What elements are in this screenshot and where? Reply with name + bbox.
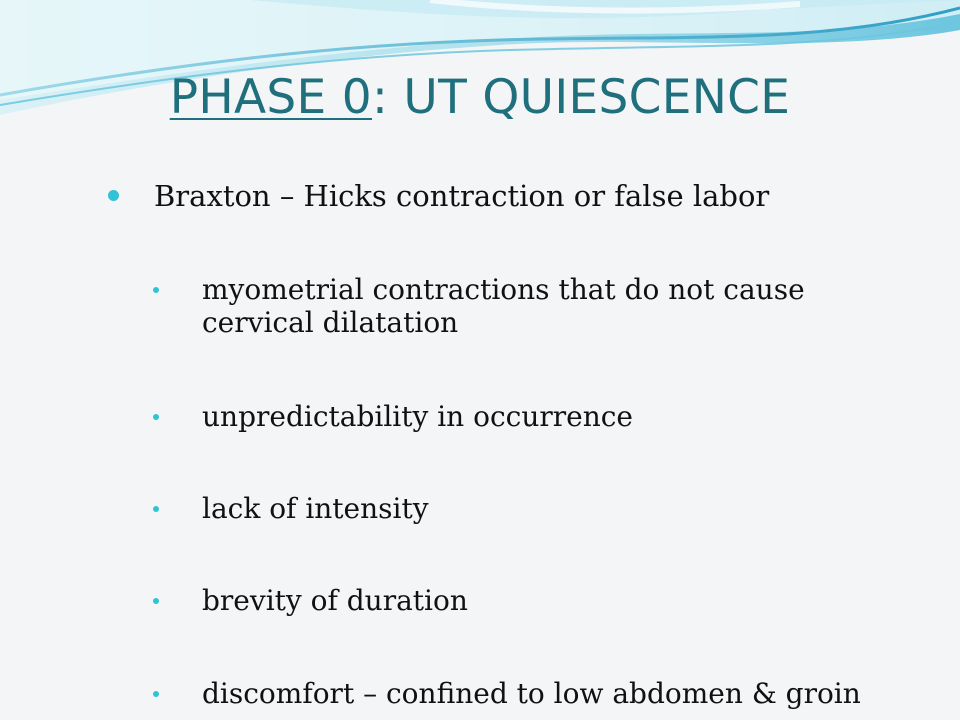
slide-title-rest: : UT QUIESCENCE [372,70,791,125]
sub-bullet-dot-icon [153,598,159,604]
slide-title [0,68,960,128]
bullet-dot-icon [108,190,119,201]
sub-bullet-item [153,273,913,343]
sub-bullet-item [153,677,913,713]
sub-bullet-dot-icon [153,691,159,697]
sub-bullet-text: myometrial contractions that do not cause cervical dilatation [202,273,805,339]
sub-bullet-text: discomfort – confined to low abdomen & groin [202,677,861,710]
sub-bullet-item [153,584,913,620]
sub-bullet-item [153,400,913,436]
main-bullet-text: Braxton – Hicks contraction or false labor [154,179,770,213]
sub-bullet-text: lack of intensity [202,492,429,525]
sub-bullet-item [153,492,913,528]
slide-title-link[interactable]: PHASE 0 [169,70,372,125]
sub-bullet-dot-icon [153,506,159,512]
sub-bullet-text: unpredictability in occurrence [202,400,633,433]
sub-bullet-dot-icon [153,287,159,293]
sub-bullet-dot-icon [153,414,159,420]
sub-bullet-text: brevity of duration [202,584,468,617]
